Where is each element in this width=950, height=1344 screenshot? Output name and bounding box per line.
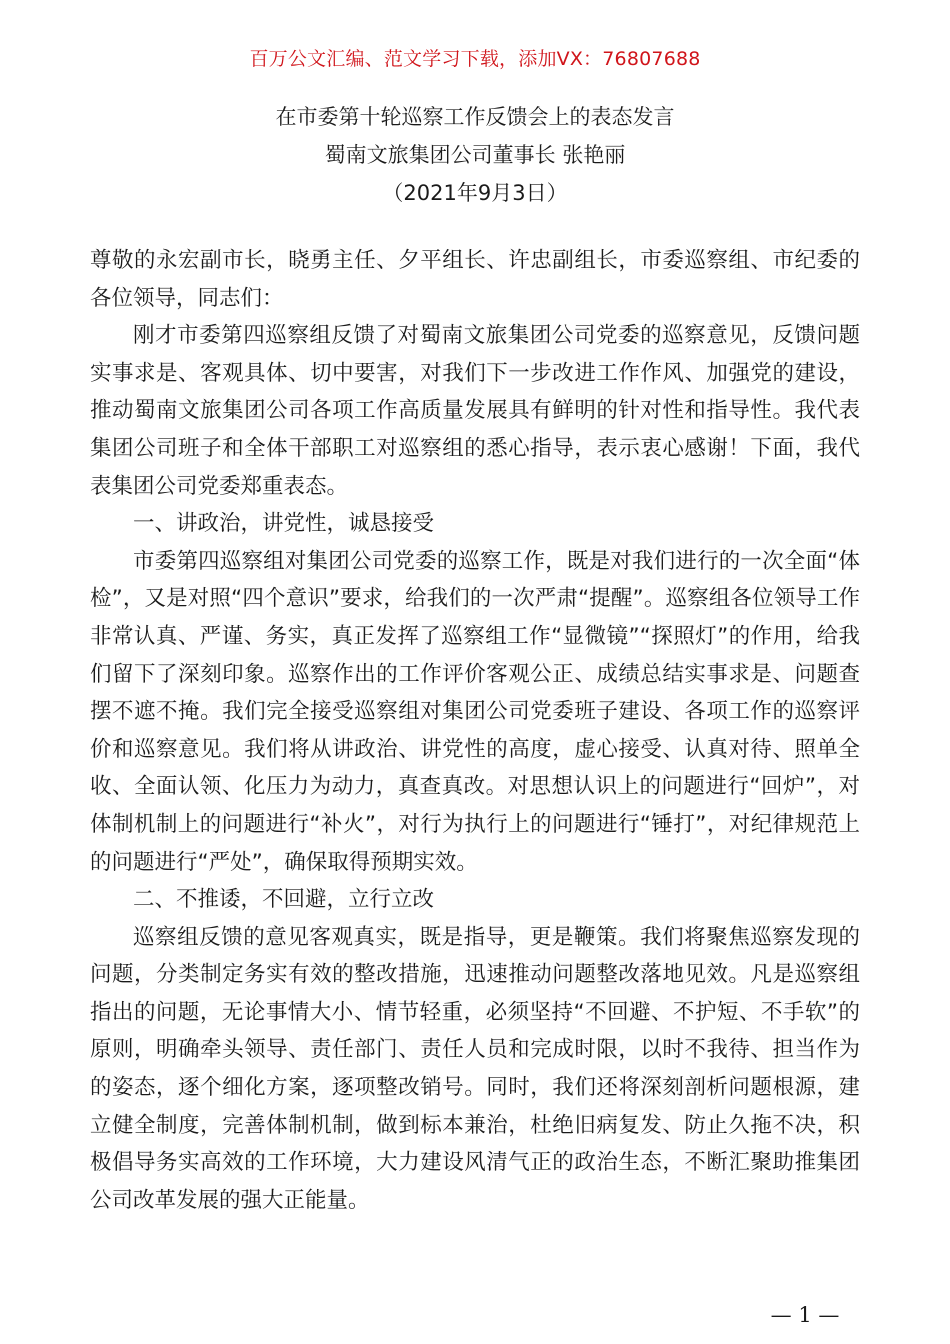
- body-paragraph: 市委第四巡察组对集团公司党委的巡察工作，既是对我们进行的一次全面“体检”，又是对照“四个意识”要求，给我们的一次严肃“提醒”。巡察组各位领导工作非常认真、严谨、务实，真正发挥了巡察组工作“显微镜”“探照灯”的作用，给我们留下了深刻印象。巡察作出的工作评价客观公正、成绩总结实事求是、问题查摆不遮不掩。我们完全接受巡察组对集团公司党委班子建设、各项工作的巡察评价和巡察意见。我们将从讲政治、讲党性的高度，虚心接受、认真对待、照单全收、全面认领、化压力为动力，真查真改。对思想认识上的问题进行“回炉”，对体制机制上的问题进行“补火”，对行为执行上的问题进行“锤打”，对纪律规范上的问题进行“严处”，确保取得预期实效。: [90, 548, 860, 875]
- body-paragraph: 巡察组反馈的意见客观真实，既是指导，更是鞭策。我们将聚焦巡察发现的问题，分类制定务实有效的整改措施，迅速推动问题整改落地见效。凡是巡察组指出的问题，无论事情大小、情节轻重，必须坚持“不回避、不护短、不手软”的原则，明确牵头领导、责任部门、责任人员和完成时限，以时不我待、担当作为的姿态，逐个细化方案，逐项整改销号。同时，我们还将深刻剖析问题根源，建立健全制度，完善体制机制，做到标本兼治，杜绝旧病复发、防止久拖不决，积极倡导务实高效的工作环境，大力建设风清气正的政治生态，不断汇聚助推集团公司改革发展的强大正能量。: [90, 924, 860, 1213]
- document-body: [90, 242, 860, 1219]
- section-heading: 一、讲政治，讲党性，诚恳接受: [133, 511, 435, 537]
- watermark-banner: 百万公文汇编、范文学习下载，添加VX：76807688: [249, 48, 701, 70]
- speaker-line: 蜀南文旅集团公司董事长 张艳丽: [324, 143, 626, 167]
- document-title: 在市委第十轮巡察工作反馈会上的表态发言: [275, 105, 675, 129]
- greeting-paragraph: 尊敬的永宏副市长，晓勇主任、夕平组长、许忠副组长，市委巡察组、市纪委的各位领导，同志们：: [90, 248, 860, 311]
- section-heading: 二、不推诿，不回避，立行立改: [133, 887, 435, 913]
- document-heading: [0, 98, 950, 212]
- document-date: （2021年9月3日）: [382, 181, 568, 205]
- page-number: — 1 —: [770, 1303, 840, 1327]
- body-paragraph: 刚才市委第四巡察组反馈了对蜀南文旅集团公司党委的巡察意见，反馈问题实事求是、客观具体、切中要害，对我们下一步改进工作作风、加强党的建设，推动蜀南文旅集团公司各项工作高质量发展具有鲜明的针对性和指导性。我代表集团公司班子和全体干部职工对巡察组的悉心指导，表示衷心感谢！下面，我代表集团公司党委郑重表态。: [90, 323, 860, 499]
